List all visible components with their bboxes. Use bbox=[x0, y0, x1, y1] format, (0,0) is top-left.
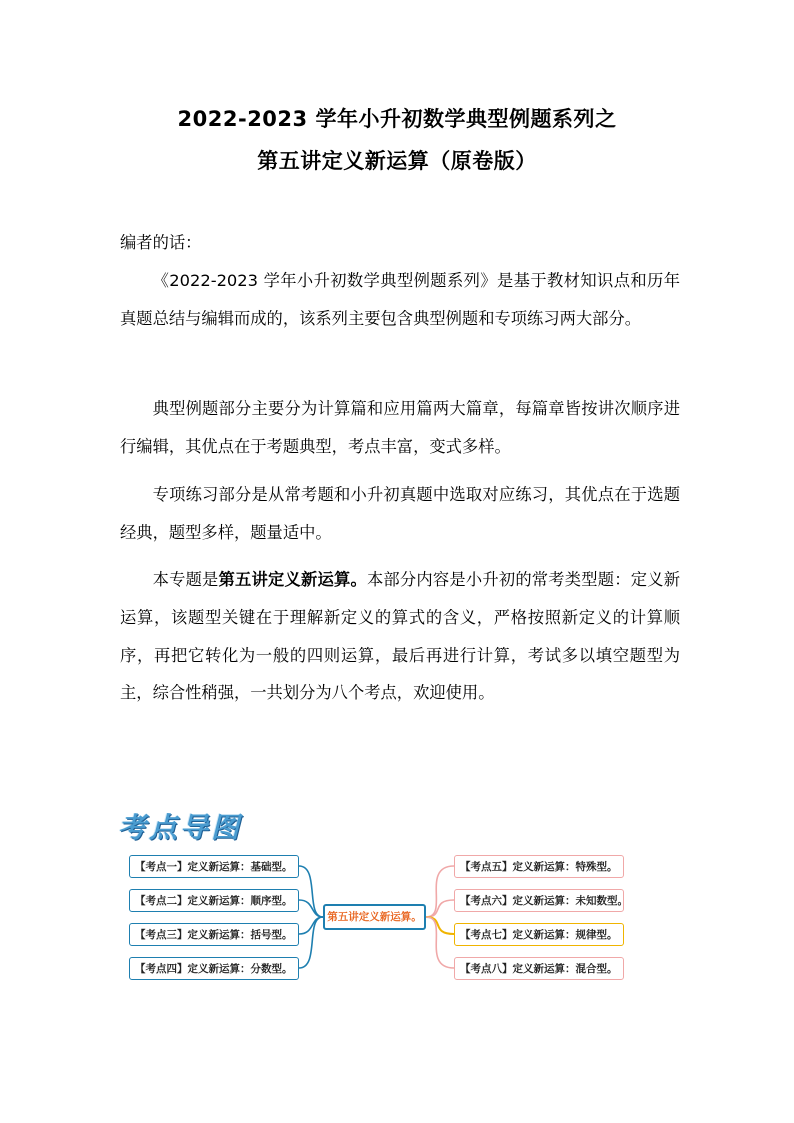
branch-right-2 bbox=[426, 900, 454, 917]
paragraph4-body: 本部分内容是小升初的常考类型题：定义新运算，该题型关键在于理解新定义的算式的含义，严格按照新定义的计算顺序，再把它转化为一般的四则运算，最后再进行计算，考试多以填空题型为主，综合性稍强，一共划分为八个考点，欢迎使用。 bbox=[120, 570, 680, 703]
mindmap-node-2: 【考点二】定义新运算：顺序型。 bbox=[129, 889, 299, 912]
document-title-line1: 2022-2023 学年小升初数学典型例题系列之 bbox=[177, 107, 617, 131]
intro-paragraph-1: 《2022-2023 学年小升初数学典型例题系列》是基于教材知识点和历年真题总结与编辑而成的，该系列主要包含典型例题和专项练习两大部分。 bbox=[120, 271, 680, 328]
mindmap-node-8: 【考点八】定义新运算：混合型。 bbox=[454, 957, 624, 980]
intro-paragraph-4 bbox=[120, 561, 680, 712]
paragraph4-prefix: 本专题是 bbox=[152, 570, 219, 589]
mindmap-heading: 考点导图 bbox=[118, 811, 243, 844]
branch-left-2 bbox=[299, 900, 323, 917]
mindmap-node-4: 【考点四】定义新运算：分数型。 bbox=[129, 957, 299, 980]
paragraph4-topic: 第五讲定义新运算。 bbox=[218, 570, 367, 589]
intro-paragraph-3: 专项练习部分是从常考题和小升初真题中选取对应练习，其优点在于选题经典，题型多样，题量适中。 bbox=[120, 485, 680, 542]
intro-paragraph-2: 典型例题部分主要分为计算篇和应用篇两大篇章，每篇章皆按讲次顺序进行编辑，其优点在于考题典型，考点丰富，变式多样。 bbox=[120, 399, 680, 456]
branch-left-1 bbox=[299, 866, 323, 917]
mindmap-node-5: 【考点五】定义新运算：特殊型。 bbox=[454, 855, 624, 878]
editor-greeting: 编者的话： bbox=[120, 233, 202, 252]
mindmap-node-7: 【考点七】定义新运算：规律型。 bbox=[454, 923, 624, 946]
branch-right-4 bbox=[426, 917, 454, 968]
mindmap-node-3: 【考点三】定义新运算：括号型。 bbox=[129, 923, 299, 946]
branch-left-3 bbox=[299, 917, 323, 934]
mindmap-center-node: 第五讲定义新运算。 bbox=[323, 904, 426, 930]
branch-right-3 bbox=[426, 917, 454, 934]
mindmap-node-1: 【考点一】定义新运算：基础型。 bbox=[129, 855, 299, 878]
mindmap-node-6: 【考点六】定义新运算：未知数型。 bbox=[454, 889, 624, 912]
document-title-line2: 第五讲定义新运算（原卷版） bbox=[257, 149, 537, 173]
branch-left-4 bbox=[299, 917, 323, 968]
branch-right-1 bbox=[426, 866, 454, 917]
